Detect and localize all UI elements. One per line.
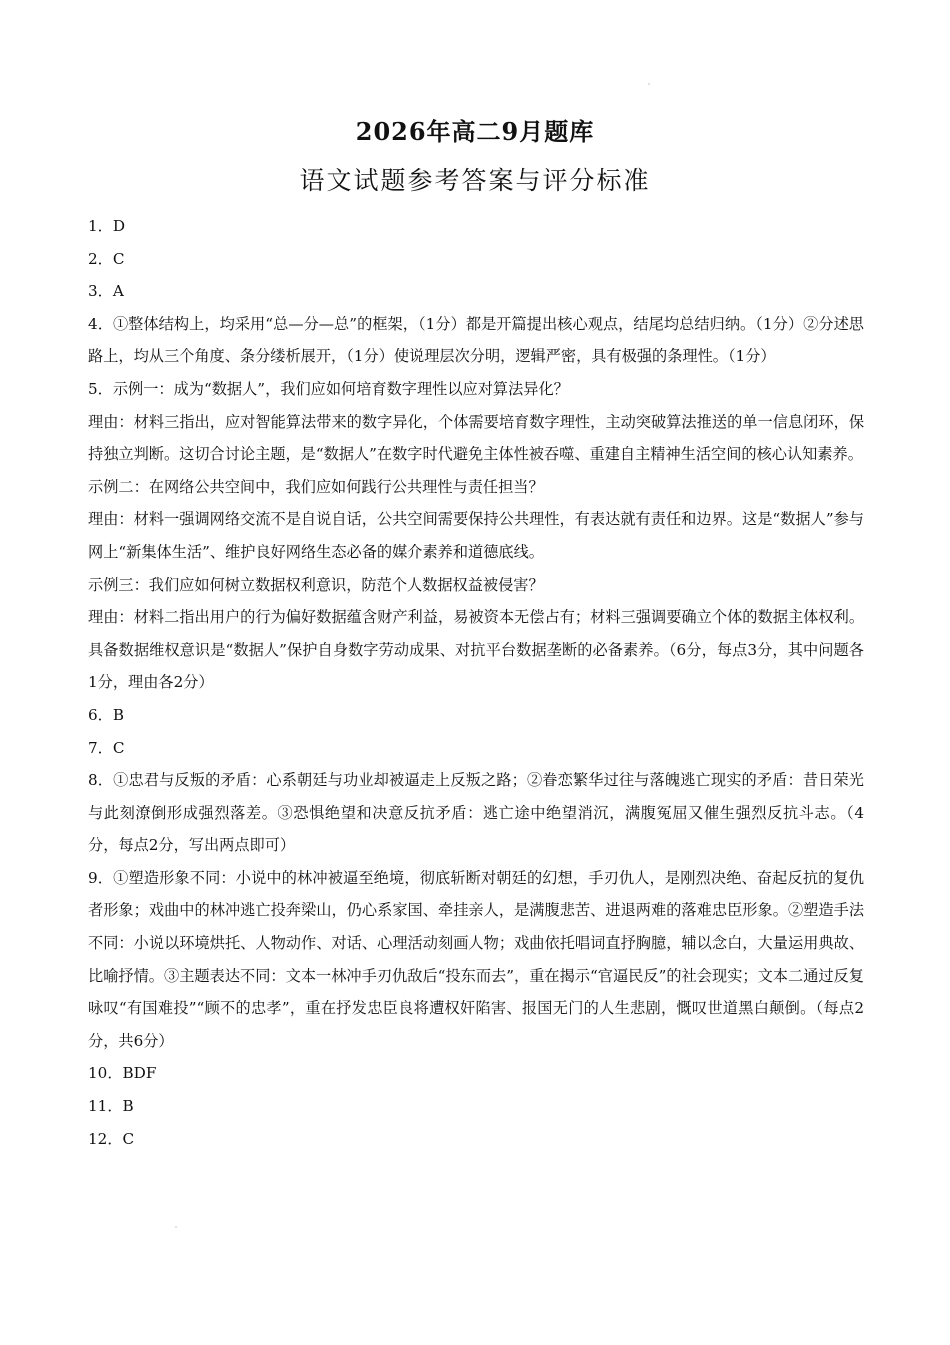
answer-7: 7．C — [88, 738, 125, 757]
answer-5-example-2: 示例二：在网络公共空间中，我们应如何践行公共理性与责任担当？ — [88, 477, 544, 496]
page-subtitle: 语文试题参考答案与评分标准 — [299, 166, 651, 195]
page-title: 2026年高二9月题库 — [355, 117, 595, 146]
answer-5-example-3: 示例三：我们应如何树立数据权利意识，防范个人数据权益被侵害？ — [88, 575, 544, 594]
answer-5-reason-3: 理由：材料二指出用户的行为偏好数据蕴含财产利益，易被资本无偿占有；材料三强调要确立个体的数据主体权利。具备数据维权意识是“数据人”保护自身数字劳动成果、对抗平台数据垄断的必备素养。（6分，每点3分，其中问题各1分，理由各2分） — [88, 608, 864, 692]
answer-list — [88, 210, 864, 1155]
answer-5-reason-1: 理由：材料三指出，应对智能算法带来的数字异化，个体需要培育数字理性，主动突破算法推送的单一信息闭环，保持独立判断。这切合讨论主题，是“数据人”在数字时代避免主体性被吞噬、重建自主精神生活空间的核心认知素养。 — [88, 412, 864, 464]
answer-6: 6．B — [88, 705, 125, 724]
answer-3: 3．A — [88, 282, 124, 301]
scan-speck — [175, 1226, 177, 1228]
answer-1: 1．D — [88, 217, 126, 235]
answer-9: 9．①塑造形象不同：小说中的林冲被逼至绝境，彻底斩断对朝廷的幻想，手刃仇人，是刚烈决绝、奋起反抗的复仇者形象；戏曲中的林冲逃亡投奔梁山，仍心系家国、牵挂亲人，是满腹悲苦、进退两难的落难忠臣形象。②塑造手法不同：小说以环境烘托、人物动作、对话、心理活动刻画人物；戏曲依托唱词直抒胸臆，辅以念白，大量运用典故、比喻抒情。③主题表达不同：文本一林冲手刃仇敌后“投东而去”，重在揭示“官逼民反”的社会现实；文本二通过反复咏叹“有国难投”“顾不的忠孝”，重在抒发忠臣良将遭权奸陷害、报国无门的人生悲剧，慨叹世道黑白颠倒。（每点2分，共6分） — [88, 868, 864, 1050]
answer-8: 8．①忠君与反叛的矛盾：心系朝廷与功业却被逼走上反叛之路；②眷恋繁华过往与落魄逃亡现实的矛盾：昔日荣光与此刻潦倒形成强烈落差。③恐惧绝望和决意反抗矛盾：逃亡途中绝望消沉，满腹冤屈又催生强烈反抗斗志。（4分，每点2分，写出两点即可） — [88, 771, 864, 855]
answer-5-example-1: 5．示例一：成为“数据人”，我们应如何培育数字理性以应对算法异化？ — [88, 379, 569, 398]
scan-speck — [648, 83, 650, 85]
answer-10: 10．BDF — [88, 1064, 157, 1083]
answer-4: 4．①整体结构上，均采用“总—分—总”的框架，（1分）都是开篇提出核心观点，结尾均总结归纳。（1分）②分述思路上，均从三个角度、条分缕析展开，（1分）使说理层次分明，逻辑严密，具有极强的条理性。（1分） — [88, 314, 864, 366]
answer-5-reason-2: 理由：材料一强调网络交流不是自说自话，公共空间需要保持公共理性，有表达就有责任和边界。这是“数据人”参与网上“新集体生活”、维护良好网络生态必备的媒介素养和道德底线。 — [88, 510, 864, 561]
answer-2: 2．C — [88, 249, 125, 268]
answer-11: 11．B — [88, 1097, 134, 1116]
answer-12: 12．C — [88, 1129, 135, 1148]
